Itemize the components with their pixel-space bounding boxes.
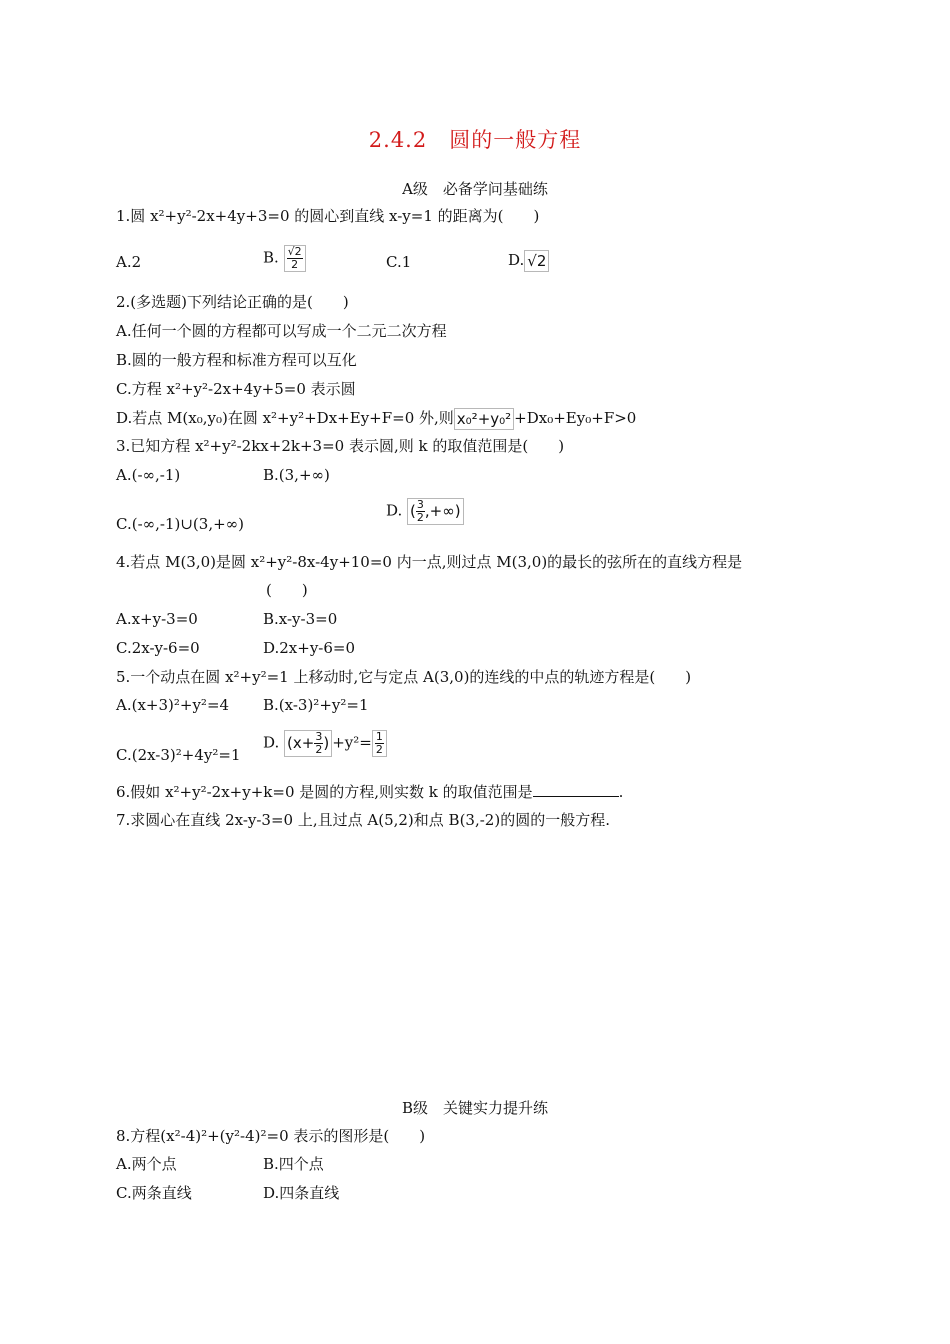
q2-option-c: C.方程 x²+y²-2x+4y+5=0 表示圆: [116, 380, 356, 398]
q1-option-a: A.2: [116, 253, 142, 271]
q3-option-d: D. ( $\frac{3}{2}$ ,+∞): [386, 498, 464, 525]
q2-option-a: A.任何一个圆的方程都可以写成一个二元二次方程: [116, 322, 447, 340]
question-5-stem: 5.一个动点在圆 x²+y²=1 上移动时,它与定点 A(3,0)的连线的中点的轨迹方程是( ): [116, 668, 692, 686]
q8-option-a: A.两个点: [116, 1155, 177, 1173]
section-b-heading: B级 关键实力提升练: [401, 1099, 549, 1117]
q3-d-interval: ( $\frac{3}{2}$ ,+∞): [407, 498, 464, 525]
q3-option-a: A.(-∞,-1): [116, 466, 181, 484]
q4-option-b: B.x-y-3=0: [263, 610, 338, 628]
q8-option-c: C.两条直线: [116, 1184, 192, 1202]
q5-option-d: D. (x+ $\frac{3}{2}$ ) +y²= $\frac{1}{2}$: [263, 730, 387, 757]
q4-option-c: C.2x-y-6=0: [116, 639, 200, 657]
question-2-stem: 2.(多选题)下列结论正确的是( ): [116, 293, 349, 311]
q1-b-fraction: $\frac{√2}{2}$: [284, 245, 306, 272]
section-a-heading: A级 必备学问基础练: [402, 180, 548, 198]
question-7-stem: 7.求圆心在直线 2x-y-3=0 上,且过点 A(5,2)和点 B(3,-2)的圆的一般方程.: [116, 811, 610, 829]
q8-option-b: B.四个点: [263, 1155, 324, 1173]
question-4-stem: 4.若点 M(3,0)是圆 x²+y²-8x-4y+10=0 内一点,则过点 M(3,0)的最长的弦所在的直线方程是: [116, 553, 743, 571]
q3-option-c: C.(-∞,-1)∪(3,+∞): [116, 515, 245, 533]
q5-option-b: B.(x-3)²+y²=1: [263, 696, 369, 714]
q1-d-sqrt: √2: [524, 250, 549, 272]
q1-option-c: C.1: [386, 253, 412, 271]
q1-option-d: D. √2: [508, 250, 549, 272]
q2-option-b: B.圆的一般方程和标准方程可以互化: [116, 351, 357, 369]
question-1-stem: 1.圆 x²+y²-2x+4y+3=0 的圆心到直线 x-y=1 的距离为( ): [116, 207, 540, 225]
question-8-stem: 8.方程(x²-4)²+(y²-4)²=0 表示的图形是( ): [116, 1127, 426, 1145]
q5-d-paren-math: (x+ $\frac{3}{2}$ ): [284, 730, 332, 757]
q1-option-b: B. $\frac{√2}{2}$: [263, 245, 306, 272]
question-3-stem: 3.已知方程 x²+y²-2kx+2k+3=0 表示圆,则 k 的取值范围是( ): [116, 437, 565, 455]
q4-option-a: A.x+y-3=0: [116, 610, 198, 628]
q8-option-d: D.四条直线: [263, 1184, 340, 1202]
q5-option-a: A.(x+3)²+y²=4: [116, 696, 230, 714]
q5-option-c: C.(2x-3)²+4y²=1: [116, 746, 241, 764]
q2-d-math: x₀²+y₀²: [454, 408, 514, 430]
q5-d-fraction: $\frac{1}{2}$: [372, 730, 387, 757]
page-title: 2.4.2 圆的一般方程: [368, 128, 582, 152]
q4-option-d: D.2x+y-6=0: [263, 639, 356, 657]
q2-option-d: D.若点 M(x₀,y₀)在圆 x²+y²+Dx+Ey+F=0 外,则 x₀²+y₀² +Dx₀+Ey₀+F>0: [116, 409, 637, 428]
question-6-stem: 6.假如 x²+y²-2x+y+k=0 是圆的方程,则实数 k 的取值范围是 .: [116, 783, 624, 801]
q3-option-b: B.(3,+∞): [263, 466, 330, 484]
q6-answer-blank[interactable]: [533, 781, 619, 797]
question-4-stem-cont: ( ): [266, 581, 308, 599]
